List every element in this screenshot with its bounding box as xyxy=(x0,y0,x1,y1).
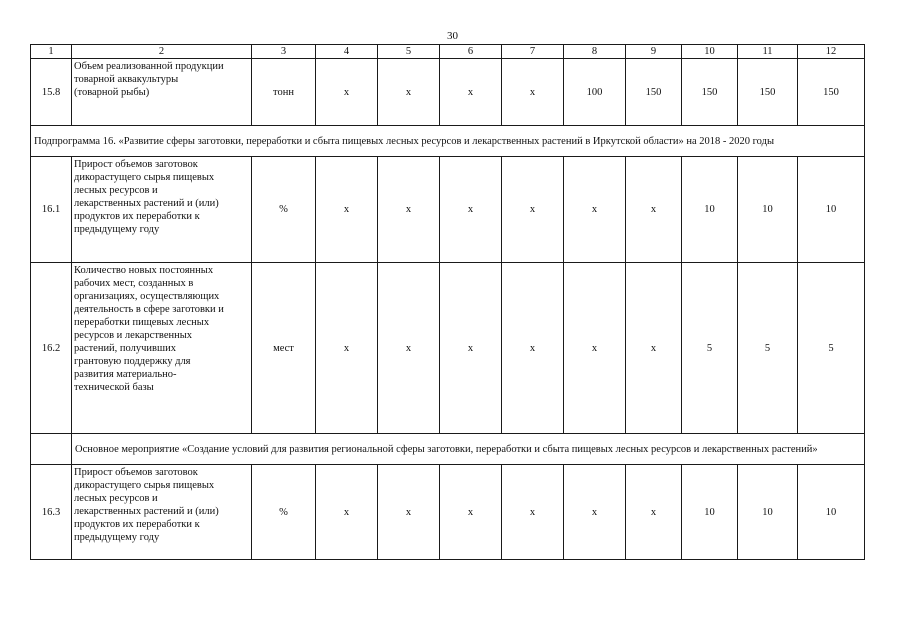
indicators-table xyxy=(30,44,865,560)
main-activity-row xyxy=(31,434,865,465)
value-cell: 10 xyxy=(738,465,798,560)
header-cell: 12 xyxy=(798,45,865,59)
value-cell: 10 xyxy=(738,157,798,263)
value-cell: х xyxy=(378,59,440,126)
value-cell: х xyxy=(378,157,440,263)
indicator-name: Прирост объемов заготовок дикорастущего сырья пищевых лесных ресурсов и лекарственных растений и (или) продуктов их переработки к предыдущему году xyxy=(72,157,252,263)
header-cell: 4 xyxy=(316,45,378,59)
header-cell: 9 xyxy=(626,45,682,59)
empty-cell xyxy=(31,434,72,465)
value-cell: 5 xyxy=(738,263,798,434)
header-cell: 10 xyxy=(682,45,738,59)
row-number: 15.8 xyxy=(31,59,72,126)
value-cell: 5 xyxy=(682,263,738,434)
value-cell: х xyxy=(502,59,564,126)
row-number: 16.3 xyxy=(31,465,72,560)
value-cell: х xyxy=(564,157,626,263)
value-cell: х xyxy=(316,59,378,126)
value-cell: х xyxy=(440,465,502,560)
table-row xyxy=(31,157,865,263)
value-cell: х xyxy=(316,157,378,263)
header-cell: 5 xyxy=(378,45,440,59)
row-number: 16.1 xyxy=(31,157,72,263)
value-cell: х xyxy=(440,157,502,263)
table-row xyxy=(31,465,865,560)
header-cell: 7 xyxy=(502,45,564,59)
value-cell: х xyxy=(564,465,626,560)
header-cell: 6 xyxy=(440,45,502,59)
value-cell: х xyxy=(626,465,682,560)
value-cell: 150 xyxy=(738,59,798,126)
indicator-name: Объем реализованной продукции товарной аквакультуры (товарной рыбы) xyxy=(72,59,252,126)
value-cell: х xyxy=(378,465,440,560)
header-cell: 11 xyxy=(738,45,798,59)
value-cell: х xyxy=(316,465,378,560)
header-cell: 3 xyxy=(252,45,316,59)
header-cell: 1 xyxy=(31,45,72,59)
header-cell: 2 xyxy=(72,45,252,59)
subprogram-row xyxy=(31,126,865,157)
table-row xyxy=(31,59,865,126)
value-cell: х xyxy=(626,263,682,434)
value-cell: 150 xyxy=(798,59,865,126)
indicator-name: Количество новых постоянных рабочих мест, созданных в организациях, осуществляющих деятельность в сфере заготовки и переработки пищевых лесных ресурсов и лекарственных растений, получивших грантовую поддержку для развития материально- технической базы xyxy=(72,263,252,434)
value-cell: 150 xyxy=(682,59,738,126)
value-cell: 10 xyxy=(798,465,865,560)
unit-cell: % xyxy=(252,465,316,560)
table-header-row xyxy=(31,45,865,59)
value-cell: х xyxy=(316,263,378,434)
value-cell: х xyxy=(440,59,502,126)
value-cell: 10 xyxy=(798,157,865,263)
page-number: 30 xyxy=(447,30,458,42)
unit-cell: % xyxy=(252,157,316,263)
value-cell: х xyxy=(564,263,626,434)
value-cell: 100 xyxy=(564,59,626,126)
unit-cell: мест xyxy=(252,263,316,434)
value-cell: 10 xyxy=(682,157,738,263)
subprogram-title: Подпрограмма 16. «Развитие сферы заготовки, переработки и сбыта пищевых лесных ресурсов и лекарственных растений в Иркутской области» на 2018 - 2020 годы xyxy=(31,126,865,157)
unit-cell: тонн xyxy=(252,59,316,126)
value-cell: х xyxy=(502,465,564,560)
main-activity-title: Основное мероприятие «Создание условий для развития региональной сферы заготовки, переработки и сбыта пищевых лесных ресурсов и лекарственных растений» xyxy=(72,434,865,465)
header-cell: 8 xyxy=(564,45,626,59)
value-cell: х xyxy=(378,263,440,434)
indicator-name: Прирост объемов заготовок дикорастущего сырья пищевых лесных ресурсов и лекарственных растений и (или) продуктов их переработки к предыдущему году xyxy=(72,465,252,560)
value-cell: х xyxy=(502,157,564,263)
value-cell: х xyxy=(502,263,564,434)
value-cell: х xyxy=(440,263,502,434)
table-row xyxy=(31,263,865,434)
value-cell: х xyxy=(626,157,682,263)
value-cell: 5 xyxy=(798,263,865,434)
row-number: 16.2 xyxy=(31,263,72,434)
value-cell: 150 xyxy=(626,59,682,126)
value-cell: 10 xyxy=(682,465,738,560)
